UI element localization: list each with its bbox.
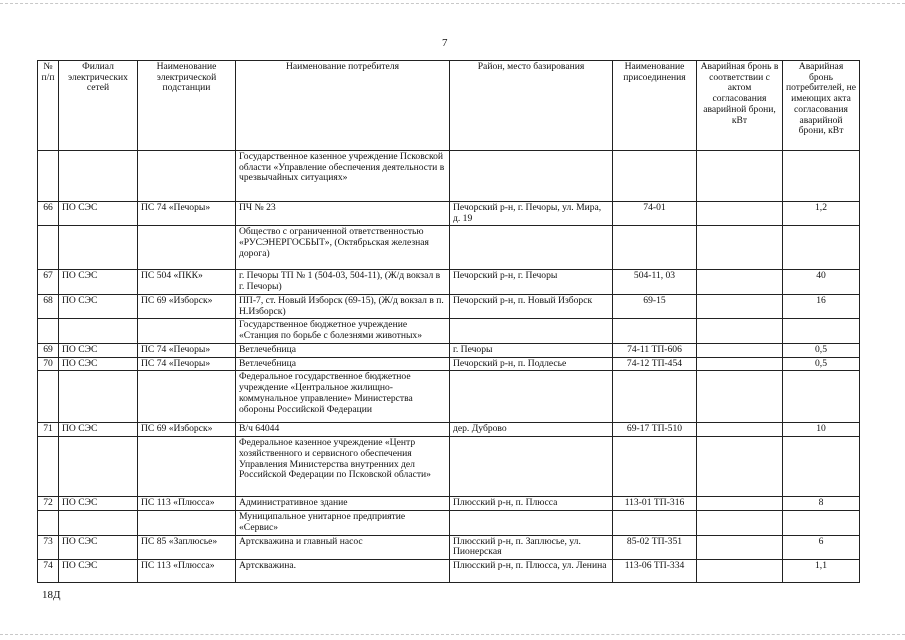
cell-connection [613, 319, 697, 343]
cell-consumer: Ветлечебница [236, 343, 450, 357]
cell-reserve-agreed [697, 319, 783, 343]
cell-consumer: г. Печоры ТП № 1 (504-03, 504-11), (Ж/д вокзал в г. Печоры) [236, 270, 450, 294]
cell-branch: ПО СЭС [59, 294, 138, 318]
header-reserve-agreed: Аварийная бронь в соответствии с актом согласования аварийной брони, кВт [697, 61, 783, 151]
cell-substation: ПС 69 «Изборск» [138, 423, 236, 437]
cell-reserve-no-act [783, 437, 860, 497]
cell-reserve-agreed [697, 270, 783, 294]
cell-branch [59, 437, 138, 497]
cell-reserve-agreed [697, 535, 783, 559]
cell-reserve-no-act: 1,1 [783, 560, 860, 583]
cell-branch [59, 151, 138, 202]
cell-connection [613, 437, 697, 497]
cell-district: дер. Дуброво [450, 423, 613, 437]
table-row-organization [38, 226, 860, 270]
cell-district: Плюсский р-н, п. Плюсса, ул. Ленина [450, 560, 613, 583]
cell-num: 72 [38, 497, 59, 511]
cell-district: Печорский р-н, г. Печоры [450, 270, 613, 294]
scan-edge-bottom [0, 634, 905, 635]
cell-substation [138, 371, 236, 423]
cell-consumer: Артскважина и главный насос [236, 535, 450, 559]
cell-district [450, 151, 613, 202]
cell-substation: ПС 74 «Печоры» [138, 343, 236, 357]
cell-reserve-no-act [783, 319, 860, 343]
cell-substation: ПС 113 «Плюсса» [138, 497, 236, 511]
cell-branch [59, 226, 138, 270]
cell-substation: ПС 69 «Изборск» [138, 294, 236, 318]
cell-reserve-no-act [783, 371, 860, 423]
header-reserve-no-act: Аварийная бронь потребителей, не имеющих акта согласования аварийной брони, кВт [783, 61, 860, 151]
cell-num: 66 [38, 202, 59, 226]
cell-reserve-no-act: 1,2 [783, 202, 860, 226]
emergency-reserve-table [37, 60, 860, 583]
cell-substation [138, 437, 236, 497]
cell-connection [613, 151, 697, 202]
cell-district [450, 371, 613, 423]
cell-reserve-no-act: 8 [783, 497, 860, 511]
cell-reserve-no-act: 6 [783, 535, 860, 559]
cell-branch [59, 319, 138, 343]
cell-consumer: Административное здание [236, 497, 450, 511]
cell-district [450, 437, 613, 497]
cell-connection: 74-11 ТП-606 [613, 343, 697, 357]
cell-num [38, 319, 59, 343]
cell-reserve-no-act: 0,5 [783, 357, 860, 371]
cell-district [450, 319, 613, 343]
cell-num [38, 151, 59, 202]
cell-reserve-agreed [697, 497, 783, 511]
cell-num: 70 [38, 357, 59, 371]
cell-consumer: ПЧ № 23 [236, 202, 450, 226]
table-row [38, 270, 860, 294]
cell-connection: 113-01 ТП-316 [613, 497, 697, 511]
cell-district: Плюсский р-н, п. Заплюсье, ул. Пионерская [450, 535, 613, 559]
cell-consumer: Федеральное казенное учреждение «Центр хозяйственного и сервисного обеспечения Управления Министерства внутренних дел Российской Федерации по Псковской области» [236, 437, 450, 497]
cell-substation: ПС 504 «ПКК» [138, 270, 236, 294]
cell-reserve-no-act: 10 [783, 423, 860, 437]
cell-connection: 74-01 [613, 202, 697, 226]
cell-reserve-no-act [783, 226, 860, 270]
table-row-organization [38, 511, 860, 535]
cell-connection: 69-15 [613, 294, 697, 318]
cell-substation [138, 226, 236, 270]
cell-branch: ПО СЭС [59, 202, 138, 226]
cell-consumer: Государственное бюджетное учреждение «Станция по борьбе с болезнями животных» [236, 319, 450, 343]
table-row [38, 560, 860, 583]
cell-consumer: Ветлечебница [236, 357, 450, 371]
cell-connection [613, 511, 697, 535]
cell-reserve-agreed [697, 371, 783, 423]
cell-branch: ПО СЭС [59, 270, 138, 294]
cell-substation: ПС 85 «Заплюсье» [138, 535, 236, 559]
cell-district: Печорский р-н, п. Подлесье [450, 357, 613, 371]
cell-num: 74 [38, 560, 59, 583]
table-row [38, 357, 860, 371]
cell-num: 73 [38, 535, 59, 559]
cell-num [38, 371, 59, 423]
cell-num: 67 [38, 270, 59, 294]
cell-district: г. Печоры [450, 343, 613, 357]
cell-connection: 69-17 ТП-510 [613, 423, 697, 437]
cell-consumer: Федеральное государственное бюджетное учреждение «Центральное жилищно-коммунальное управление» Министерства обороны Российской Федерации [236, 371, 450, 423]
cell-reserve-no-act: 16 [783, 294, 860, 318]
cell-district: Печорский р-н, г. Печоры, ул. Мира, д. 19 [450, 202, 613, 226]
cell-reserve-agreed [697, 343, 783, 357]
cell-num [38, 437, 59, 497]
cell-district [450, 511, 613, 535]
cell-branch [59, 511, 138, 535]
cell-district: Печорский р-н, п. Новый Изборск [450, 294, 613, 318]
cell-reserve-agreed [697, 437, 783, 497]
cell-reserve-agreed [697, 294, 783, 318]
header-connection: Наименование присоединения [613, 61, 697, 151]
cell-district: Плюсский р-н, п. Плюсса [450, 497, 613, 511]
cell-substation: ПС 74 «Печоры» [138, 357, 236, 371]
cell-substation: ПС 74 «Печоры» [138, 202, 236, 226]
table-row-organization [38, 437, 860, 497]
cell-reserve-agreed [697, 357, 783, 371]
cell-connection: 85-02 ТП-351 [613, 535, 697, 559]
cell-branch: ПО СЭС [59, 560, 138, 583]
cell-consumer: Общество с ограниченной ответственностью «РУСЭНЕРГОСБЫТ», (Октябрьская железная дорога) [236, 226, 450, 270]
cell-reserve-agreed [697, 202, 783, 226]
cell-num: 69 [38, 343, 59, 357]
cell-reserve-agreed [697, 511, 783, 535]
cell-connection [613, 371, 697, 423]
header-num: № п/п [38, 61, 59, 151]
cell-connection: 74-12 ТП-454 [613, 357, 697, 371]
cell-num [38, 511, 59, 535]
cell-num: 68 [38, 294, 59, 318]
page-number: 7 [442, 37, 448, 49]
cell-connection: 113-06 ТП-334 [613, 560, 697, 583]
cell-branch: ПО СЭС [59, 357, 138, 371]
cell-substation [138, 151, 236, 202]
cell-district [450, 226, 613, 270]
cell-consumer: ПП-7, ст. Новый Изборск (69-15), (Ж/д вокзал в п. Н.Изборск) [236, 294, 450, 318]
cell-branch: ПО СЭС [59, 343, 138, 357]
table-row [38, 343, 860, 357]
cell-branch: ПО СЭС [59, 423, 138, 437]
cell-branch: ПО СЭС [59, 535, 138, 559]
cell-num: 71 [38, 423, 59, 437]
table-row-organization [38, 151, 860, 202]
cell-reserve-no-act [783, 151, 860, 202]
header-consumer: Наименование потребителя [236, 61, 450, 151]
cell-consumer: Муниципальное унитарное предприятие «Сервис» [236, 511, 450, 535]
cell-num [38, 226, 59, 270]
table-row [38, 535, 860, 559]
table-header-row [38, 61, 860, 151]
header-branch: Филиал электрических сетей [59, 61, 138, 151]
cell-connection [613, 226, 697, 270]
cell-consumer: Артскважина. [236, 560, 450, 583]
table-row-organization [38, 371, 860, 423]
cell-reserve-agreed [697, 423, 783, 437]
cell-branch [59, 371, 138, 423]
table-row [38, 497, 860, 511]
header-substation: Наименование электрической подстанции [138, 61, 236, 151]
table-row-organization [38, 319, 860, 343]
cell-reserve-no-act: 0,5 [783, 343, 860, 357]
table-row [38, 294, 860, 318]
table-row [38, 202, 860, 226]
cell-connection: 504-11, 03 [613, 270, 697, 294]
cell-substation [138, 511, 236, 535]
table-row [38, 423, 860, 437]
cell-reserve-no-act [783, 511, 860, 535]
cell-consumer: В/ч 64044 [236, 423, 450, 437]
cell-substation: ПС 113 «Плюсса» [138, 560, 236, 583]
scan-edge-top [0, 3, 905, 4]
table-body [38, 151, 860, 583]
cell-branch: ПО СЭС [59, 497, 138, 511]
cell-reserve-agreed [697, 560, 783, 583]
header-district: Район, место базирования [450, 61, 613, 151]
cell-reserve-no-act: 40 [783, 270, 860, 294]
footer-mark: 18Д [42, 589, 61, 601]
cell-reserve-agreed [697, 226, 783, 270]
cell-consumer: Государственное казенное учреждение Псковской области «Управление обеспечения деятельности в чрезвычайных ситуациях» [236, 151, 450, 202]
cell-reserve-agreed [697, 151, 783, 202]
cell-substation [138, 319, 236, 343]
